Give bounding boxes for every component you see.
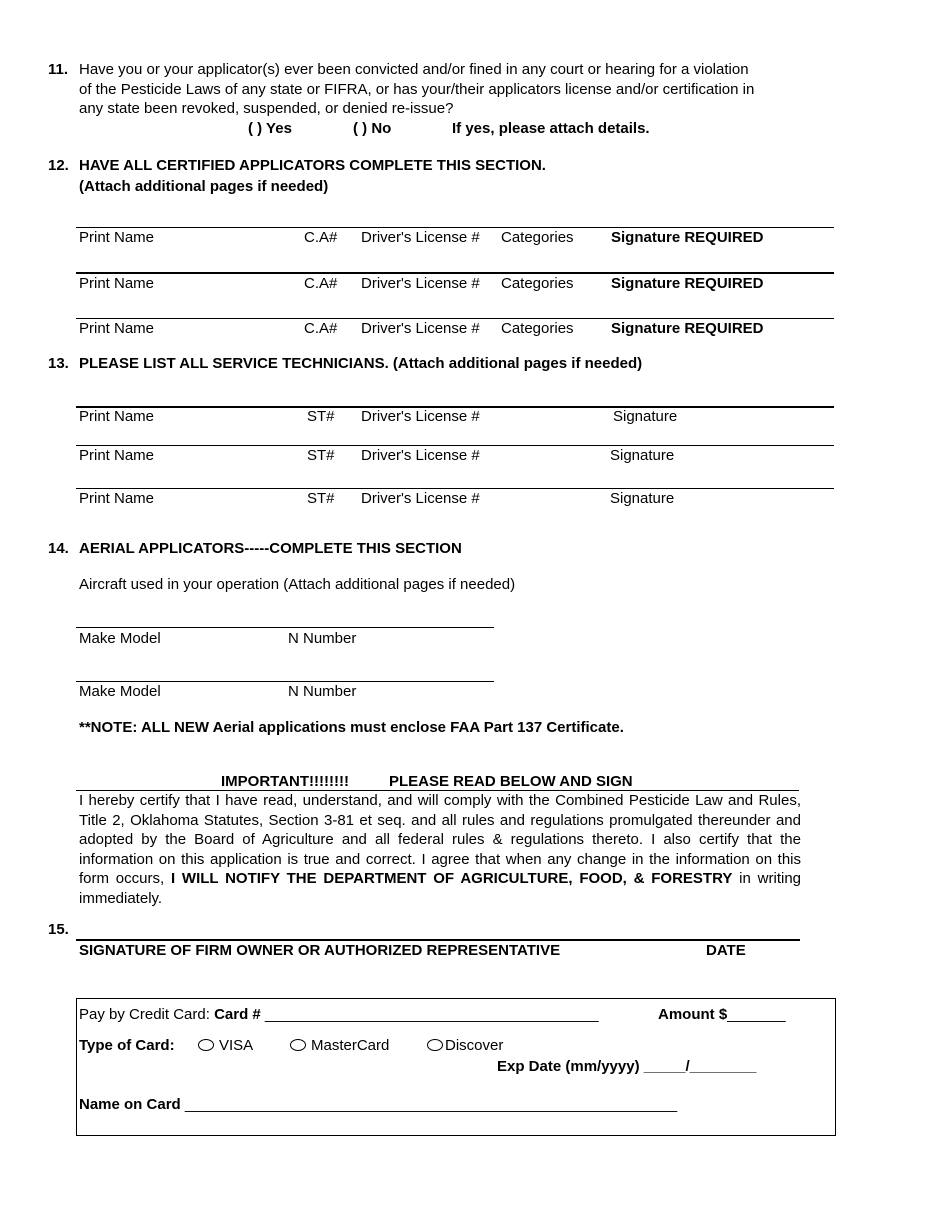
- technician-print-name-label: Print Name: [79, 447, 155, 464]
- q12-heading: HAVE ALL CERTIFIED APPLICATORS COMPLETE THIS SECTION.: [79, 157, 546, 174]
- discover-radio-icon[interactable]: [427, 1039, 443, 1051]
- aircraft-make-model-label: Make Model: [79, 630, 161, 647]
- card-number-field[interactable]: ________________________________________: [260, 1006, 599, 1023]
- q11-text-line2: of the Pesticide Laws of any state or FIFRA, or has your/their applicators license and/or certification in: [79, 81, 755, 98]
- applicator-print-name-label: Print Name: [79, 229, 155, 246]
- amount-field[interactable]: _______: [727, 1006, 786, 1023]
- technician-print-name-label: Print Name: [79, 408, 155, 425]
- q13-heading: PLEASE LIST ALL SERVICE TECHNICIANS. (Attach additional pages if needed): [79, 355, 643, 372]
- technician-print-name-label: Print Name: [79, 490, 155, 507]
- amount-label: Amount $: [658, 1006, 728, 1023]
- applicator-ca-label: C.A#: [304, 275, 338, 292]
- name-on-card-label: Name on Card: [79, 1096, 181, 1113]
- applicator-categories-label: Categories: [501, 275, 574, 292]
- card-number-row[interactable]: [79, 1005, 599, 1024]
- aircraft-n-number-label: N Number: [288, 630, 357, 647]
- name-on-card-field[interactable]: ___________________________________________________________: [180, 1096, 678, 1113]
- q11-number: 11.: [48, 61, 69, 78]
- technician-st-label: ST#: [307, 447, 335, 464]
- aircraft-row-1-line[interactable]: [76, 627, 494, 628]
- q11-text-line1: Have you or your applicator(s) ever been convicted and/or fined in any court or hearing for a violation: [79, 61, 749, 78]
- card-type-label: Type of Card:: [79, 1037, 175, 1054]
- q11-text-line3: any state been revoked, suspended, or denied re-issue?: [79, 100, 454, 117]
- q12-subheading: (Attach additional pages if needed): [79, 178, 329, 195]
- faa-note: **NOTE: ALL NEW Aerial applications must enclose FAA Part 137 Certificate.: [79, 719, 624, 736]
- discover-option[interactable]: [427, 1036, 503, 1055]
- applicator-drivers-license-label: Driver's License #: [361, 320, 480, 337]
- technician-signature-label: Signature: [613, 408, 678, 425]
- aircraft-make-model-label: Make Model: [79, 683, 161, 700]
- applicator-signature-label: Signature REQUIRED: [611, 275, 764, 292]
- certification-text-bold: I WILL NOTIFY THE DEPARTMENT OF AGRICULTURE, FOOD, & FORESTRY: [170, 870, 733, 887]
- q11-details-note: If yes, please attach details.: [452, 120, 650, 137]
- important-title: IMPORTANT!!!!!!!!: [221, 773, 350, 790]
- technician-drivers-license-label: Driver's License #: [361, 447, 480, 464]
- applicator-ca-label: C.A#: [304, 229, 338, 246]
- visa-option[interactable]: [198, 1036, 253, 1055]
- certification-text-end: in writing immediately.: [79, 870, 802, 907]
- mastercard-radio-icon[interactable]: [290, 1039, 306, 1051]
- certification-text-start: I hereby certify that I have read, understand, and will comply with the Combined Pesticide Law and Rules, Title 2, Oklahoma Statutes, Section 3-81 et seq. and all rules and regulations promulgated thereunder and adopted by the Board of Agriculture and all federal rules & regulations thereto. I also certify that the information on this application is true and correct. I agree that when any change in the information on this form occurs,: [79, 792, 801, 887]
- signature-label: SIGNATURE OF FIRM OWNER OR AUTHORIZED REPRESENTATIVE: [79, 942, 561, 959]
- visa-radio-icon[interactable]: [198, 1039, 214, 1051]
- mastercard-option[interactable]: [290, 1036, 389, 1055]
- technician-st-label: ST#: [307, 490, 335, 507]
- applicator-categories-label: Categories: [501, 320, 574, 337]
- technician-signature-label: Signature: [610, 490, 675, 507]
- card-number-label: Card #: [214, 1006, 261, 1023]
- q13-number: 13.: [48, 355, 69, 372]
- applicator-drivers-license-label: Driver's License #: [361, 275, 480, 292]
- amount-row[interactable]: [658, 1005, 786, 1024]
- exp-date-field[interactable]: Exp Date (mm/yyyy) _____/________: [497, 1058, 757, 1075]
- q11-yes-checkbox[interactable]: ( ) Yes: [248, 120, 292, 137]
- q14-aircraft-text: Aircraft used in your operation (Attach additional pages if needed): [79, 576, 516, 593]
- important-subtitle: PLEASE READ BELOW AND SIGN: [389, 773, 633, 790]
- pay-by-card-label: Pay by Credit Card:: [79, 1006, 215, 1023]
- date-label: DATE: [706, 942, 746, 959]
- discover-label: Discover: [445, 1037, 504, 1054]
- applicator-drivers-license-label: Driver's License #: [361, 229, 480, 246]
- q12-number: 12.: [48, 157, 69, 174]
- technician-drivers-license-label: Driver's License #: [361, 490, 480, 507]
- aircraft-n-number-label: N Number: [288, 683, 357, 700]
- q11-no-checkbox[interactable]: ( ) No: [353, 120, 392, 137]
- q14-heading: AERIAL APPLICATORS-----COMPLETE THIS SECTION: [79, 540, 462, 557]
- mastercard-label: MasterCard: [311, 1037, 390, 1054]
- q15-number: 15.: [48, 921, 69, 938]
- applicator-signature-label: Signature REQUIRED: [611, 229, 764, 246]
- applicator-signature-label: Signature REQUIRED: [611, 320, 764, 337]
- applicator-print-name-label: Print Name: [79, 275, 155, 292]
- technician-drivers-license-label: Driver's License #: [361, 408, 480, 425]
- visa-label: VISA: [219, 1037, 254, 1054]
- applicator-ca-label: C.A#: [304, 320, 338, 337]
- applicator-print-name-label: Print Name: [79, 320, 155, 337]
- certification-paragraph: [79, 791, 801, 908]
- name-on-card-row[interactable]: [79, 1095, 677, 1114]
- technician-signature-label: Signature: [610, 447, 675, 464]
- q14-number: 14.: [48, 540, 69, 557]
- technician-st-label: ST#: [307, 408, 335, 425]
- applicator-categories-label: Categories: [501, 229, 574, 246]
